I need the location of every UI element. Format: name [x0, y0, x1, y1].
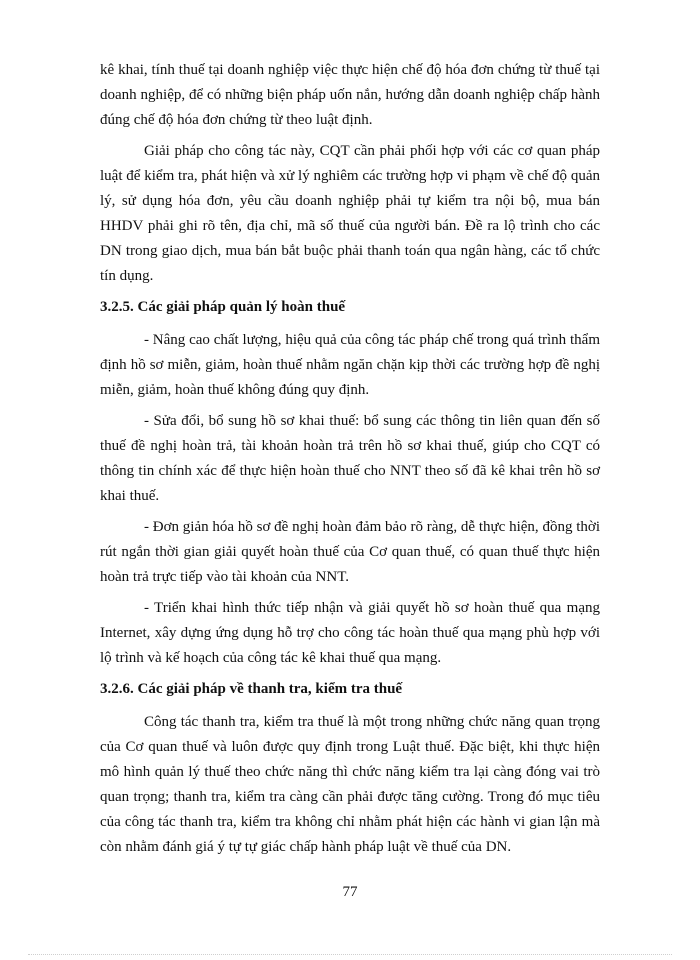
page-number: 77	[342, 884, 358, 900]
list-item: - Triển khai hình thức tiếp nhận và giải quyết hồ sơ hoàn thuế qua mạng Internet, xây dựng ứng dụng hỗ trợ cho công tác hoàn thuế qua mạng phù hợp với lộ trình và kế hoạch của công tác kê khai thuế qua mạng.	[100, 600, 600, 666]
continuation-paragraph: kê khai, tính thuế tại doanh nghiệp việc thực hiện chế độ hóa đơn chứng từ thuế tại doanh nghiệp, để có những biện pháp uốn nắn, hướng dẫn doanh nghiệp chấp hành đúng chế độ hóa đơn chứng từ theo luật định.	[100, 62, 600, 128]
list-item: - Đơn giản hóa hồ sơ đề nghị hoàn đảm bảo rõ ràng, dễ thực hiện, đồng thời rút ngắn thời gian giải quyết hoàn thuế của Cơ quan thuế, có quan thuế thực hiện hoàn trả trực tiếp vào tài khoản của NNT.	[100, 519, 600, 585]
inspection-paragraph: Công tác thanh tra, kiểm tra thuế là một trong những chức năng quan trọng của Cơ quan thuế và luôn được quy định trong Luật thuế. Đặc biệt, khi thực hiện mô hình quản lý thuế theo chức năng thì chức năng kiểm tra lại càng đóng vai trò quan trọng; thanh tra, kiểm tra càng cần phải được tăng cường. Trong đó mục tiêu của công tác thanh tra, kiểm tra không chỉ nhằm phát hiện các hành vi gian lận mà còn nhằm đánh giá ý tự tự giác chấp hành pháp luật về thuế của DN.	[100, 714, 600, 855]
page-bottom-divider	[28, 954, 672, 955]
section-heading-3-2-6: 3.2.6. Các giải pháp về thanh tra, kiểm tra thuế	[100, 681, 403, 697]
list-item: - Nâng cao chất lượng, hiệu quả của công tác pháp chế trong quá trình thẩm định hồ sơ miễn, giảm, hoàn thuế nhằm ngăn chặn kịp thời các trường hợp đề nghị miễn, giảm, hoàn thuế không đúng quy định.	[100, 332, 600, 398]
solution-paragraph: Giải pháp cho công tác này, CQT cần phải phối hợp với các cơ quan pháp luật để kiểm tra, phát hiện và xử lý nghiêm các trường hợp vi phạm về chế độ quản lý, sử dụng hóa đơn, yêu cầu doanh nghiệp phải tự kiểm tra nội bộ, mua bán HHDV phải ghi rõ tên, địa chỉ, mã số thuế của người bán. Đề ra lộ trình cho các DN trong giao dịch, mua bán bắt buộc phải thanh toán qua ngân hàng, các tổ chức tín dụng.	[100, 143, 600, 284]
page-content	[100, 58, 600, 866]
section-heading-3-2-5: 3.2.5. Các giải pháp quản lý hoàn thuế	[100, 299, 346, 315]
list-item: - Sửa đổi, bổ sung hồ sơ khai thuế: bổ sung các thông tin liên quan đến số thuế đề nghị hoàn trả, tài khoản hoàn trả trên hồ sơ khai thuế, giúp cho CQT có thông tin chính xác để thực hiện hoàn thuế cho NNT theo số đã kê khai trên hồ sơ khai thuế.	[100, 413, 600, 504]
